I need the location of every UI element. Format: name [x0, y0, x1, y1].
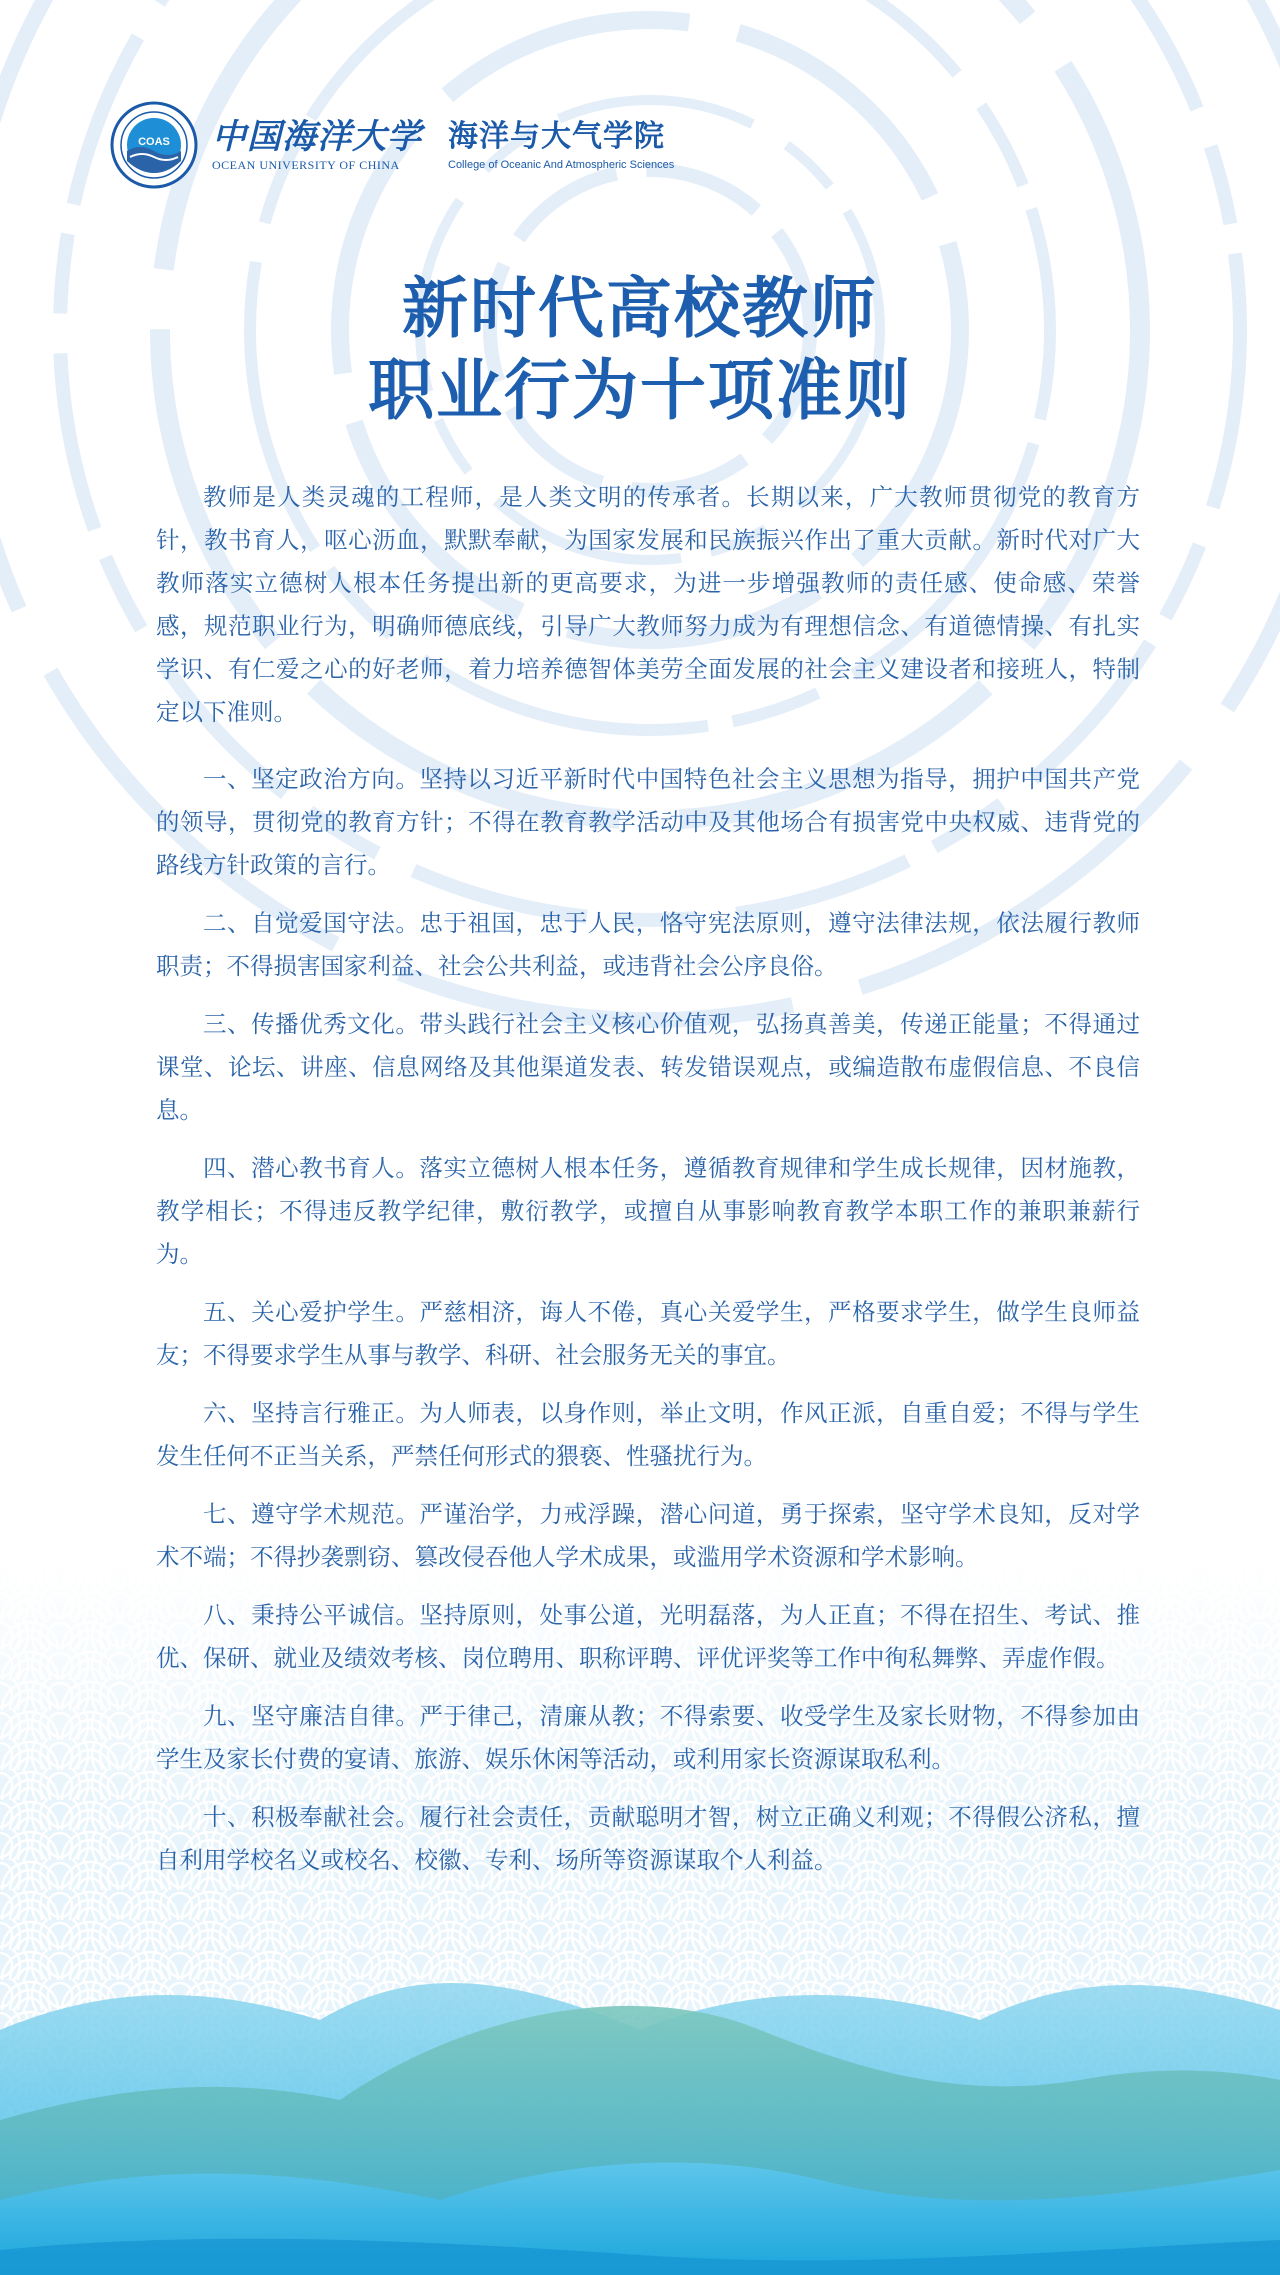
document-body [156, 476, 1140, 1897]
rule-9-paragraph: 九、坚守廉洁自律。严于律己，清廉从教；不得索要、收受学生及家长财物，不得参加由学生及家长付费的宴请、旅游、娱乐休闲等活动，或利用家长资源谋取私利。 [156, 1702, 1140, 1773]
title-line-1: 新时代高校教师 [402, 270, 878, 347]
title-line-2: 职业行为十项准则 [368, 352, 912, 429]
rule-5-paragraph: 五、关心爱护学生。严慈相济，诲人不倦，真心关爱学生，严格要求学生，做学生良师益友；不得要求学生从事与教学、科研、社会服务无关的事宜。 [156, 1298, 1140, 1369]
page-title [0, 268, 1280, 432]
university-name [212, 117, 422, 173]
university-name-cn: 中国海洋大学 [212, 117, 422, 157]
rule-8-paragraph: 八、秉持公平诚信。坚持原则，处事公道，光明磊落，为人正直；不得在招生、考试、推优、保研、就业及绩效考核、岗位聘用、职称评聘、评优评奖等工作中徇私舞弊、弄虚作假。 [156, 1601, 1140, 1672]
college-name-en: College of Oceanic And Atmospheric Sciences [448, 159, 675, 171]
rule-1-paragraph: 一、坚定政治方向。坚持以习近平新时代中国特色社会主义思想为指导，拥护中国共产党的领导，贯彻党的教育方针；不得在教育教学活动中及其他场合有损害党中央权威、违背党的路线方针政策的言行。 [156, 765, 1140, 879]
rule-6-paragraph: 六、坚持言行雅正。为人师表，以身作则，举止文明，作风正派，自重自爱；不得与学生发生任何不正当关系，严禁任何形式的猥亵、性骚扰行为。 [156, 1399, 1140, 1470]
rule-2-paragraph: 二、自觉爱国守法。忠于祖国，忠于人民，恪守宪法原则，遵守法律法规，依法履行教师职责；不得损害国家利益、社会公共利益，或违背社会公序良俗。 [156, 909, 1140, 980]
college-name-cn: 海洋与大气学院 [448, 119, 665, 154]
intro-paragraph: 教师是人类灵魂的工程师，是人类文明的传承者。长期以来，广大教师贯彻党的教育方针，教书育人，呕心沥血，默默奉献，为国家发展和民族振兴作出了重大贡献。新时代对广大教师落实立德树人根本任务提出新的更高要求，为进一步增强教师的责任感、使命感、荣誉感，规范职业行为，明确师德底线，引导广大教师努力成为有理想信念、有道德情操、有扎实学识、有仁爱之心的好老师，着力培养德智体美劳全面发展的社会主义建设者和接班人，特制定以下准则。 [156, 483, 1140, 726]
rule-10-paragraph: 十、积极奉献社会。履行社会责任，贡献聪明才智，树立正确义利观；不得假公济私，擅自利用学校名义或校名、校徽、专利、场所等资源谋取个人利益。 [156, 1803, 1140, 1874]
rule-3-paragraph: 三、传播优秀文化。带头践行社会主义核心价值观，弘扬真善美，传递正能量；不得通过课堂、论坛、讲座、信息网络及其他渠道发表、转发错误观点，或编造散布虚假信息、不良信息。 [156, 1010, 1140, 1124]
header [110, 100, 674, 190]
rule-7-paragraph: 七、遵守学术规范。严谨治学，力戒浮躁，潜心问道，勇于探索，坚守学术良知，反对学术不端；不得抄袭剽窃、篡改侵吞他人学术成果，或滥用学术资源和学术影响。 [156, 1500, 1140, 1571]
university-name-en: OCEAN UNIVERSITY OF CHINA [212, 158, 400, 172]
logo-text: COAS [138, 136, 170, 148]
college-name [448, 117, 674, 173]
rule-4-paragraph: 四、潜心教书育人。落实立德树人根本任务，遵循教育规律和学生成长规律，因材施教，教学相长；不得违反教学纪律，敷衍教学，或擅自从事影响教育教学本职工作的兼职兼薪行为。 [156, 1154, 1140, 1268]
university-seal-logo [110, 101, 198, 189]
